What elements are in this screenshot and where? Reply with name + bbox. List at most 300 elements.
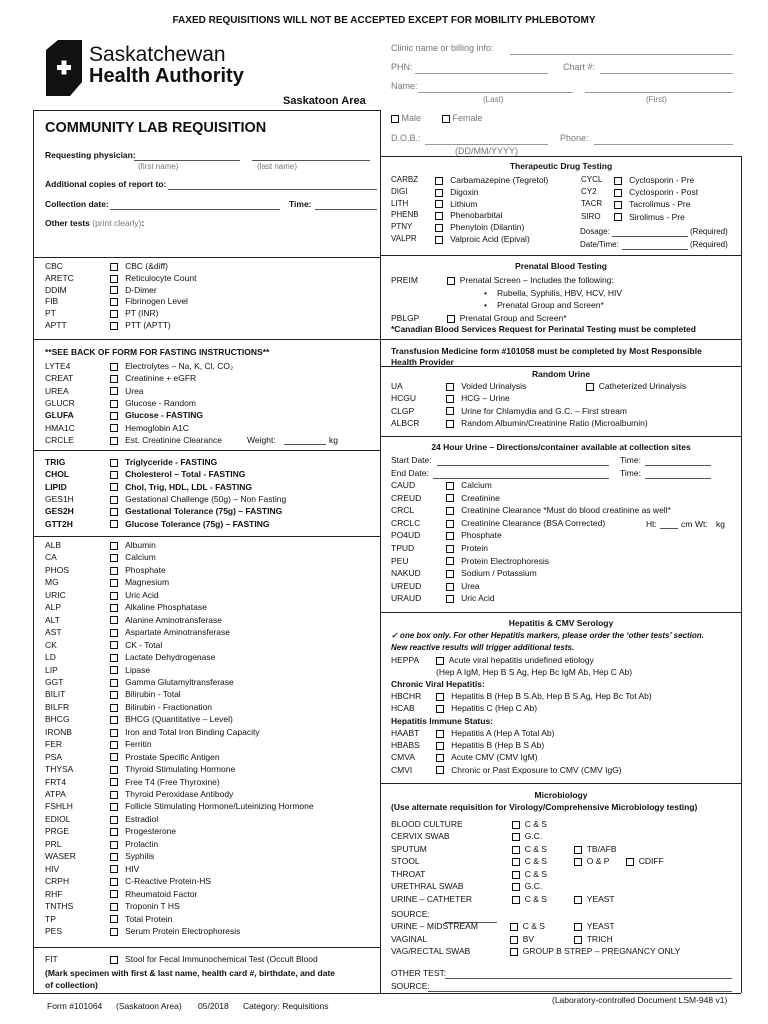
ua-name: Voided Urinalysis [461, 381, 527, 391]
crcl-item[interactable] [446, 506, 671, 515]
micro-throat-cs-checkbox[interactable] [512, 871, 520, 879]
physician-first-field[interactable] [134, 160, 240, 161]
heppa-checkbox[interactable] [436, 657, 444, 665]
rhf-item[interactable] [110, 890, 197, 899]
alb-name: Albumin [125, 540, 156, 550]
trig-checkbox[interactable] [110, 459, 118, 467]
rhf-name: Rheumatoid Factor [125, 888, 198, 899]
micro-urine-mid-cs-option[interactable] [510, 922, 545, 931]
wt-unit: kg [716, 519, 725, 529]
siro-checkbox[interactable] [614, 213, 622, 221]
creud-name: Creatinine [461, 492, 500, 503]
albcr-name: Random Albumin/Creatinine Ratio (Microalbumin) [461, 417, 648, 428]
micro-sputum-tbafb-option[interactable] [574, 845, 617, 854]
sex-male[interactable] [391, 114, 421, 123]
lyte4-code: LYTE4 [45, 361, 71, 371]
po4ud-item[interactable] [446, 531, 502, 540]
tpud-item[interactable] [446, 544, 488, 553]
gtt2h-item[interactable] [110, 520, 269, 529]
crph-checkbox[interactable] [110, 878, 118, 886]
creat-code: CREAT [45, 373, 74, 384]
tnths-checkbox[interactable] [110, 903, 118, 911]
micro-stool-cdiff-option[interactable] [626, 857, 664, 866]
crcle-code: CRCLE [45, 434, 74, 445]
crcle-checkbox[interactable] [110, 437, 118, 445]
hcab-name: Hepatitis C (Hep C Ab) [451, 703, 538, 713]
preim-checkbox[interactable] [447, 277, 455, 285]
last-caption: (Last) [483, 95, 504, 104]
fit-checkbox[interactable] [110, 956, 118, 964]
glucr-item[interactable] [110, 399, 196, 408]
alt-item[interactable] [110, 616, 222, 625]
alp-code: ALP [45, 602, 62, 613]
albcr-item[interactable] [446, 419, 648, 428]
micro-sputum-cs-checkbox[interactable] [512, 846, 520, 854]
ggt-item[interactable] [110, 678, 234, 687]
micro-stool-cdiff-checkbox[interactable] [626, 858, 634, 866]
carbz-item[interactable] [435, 176, 548, 185]
first-name-field[interactable] [585, 92, 733, 93]
hcgu-checkbox[interactable] [446, 395, 454, 403]
micro-urine-mid-yeast-option[interactable] [574, 922, 615, 931]
ptny-checkbox[interactable] [435, 224, 443, 232]
cmva-checkbox[interactable] [436, 754, 444, 762]
ges2h-checkbox[interactable] [110, 508, 118, 516]
cycl-checkbox[interactable] [614, 177, 622, 185]
chol-checkbox[interactable] [110, 471, 118, 479]
prge-item[interactable] [110, 827, 176, 836]
prge-checkbox[interactable] [110, 828, 118, 836]
ld-checkbox[interactable] [110, 654, 118, 662]
creat-item[interactable] [110, 374, 196, 383]
aptt-item[interactable] [110, 321, 171, 330]
fib-item[interactable] [110, 297, 188, 306]
phone-field[interactable] [594, 144, 733, 145]
ua-checkbox[interactable] [446, 383, 454, 391]
digi-item[interactable] [435, 188, 478, 197]
hcab-item[interactable] [436, 704, 537, 713]
cy2-item[interactable] [614, 188, 698, 197]
cmvi-checkbox[interactable] [436, 766, 444, 774]
fib-name: Fibrinogen Level [125, 296, 188, 307]
micro-urethral-swab-gc-checkbox[interactable] [512, 883, 520, 891]
prl-item[interactable] [110, 840, 158, 849]
clgp-checkbox[interactable] [446, 407, 454, 415]
ironb-item[interactable] [110, 728, 260, 737]
pes-item[interactable] [110, 927, 240, 936]
ddim-checkbox[interactable] [110, 286, 118, 294]
cbc-item[interactable] [110, 262, 168, 271]
phenb-checkbox[interactable] [435, 212, 443, 220]
frt4-item[interactable] [110, 778, 220, 787]
footer-area: (Saskatoon Area) [116, 1001, 182, 1011]
cy2-checkbox[interactable] [614, 189, 622, 197]
hcgu-item[interactable] [446, 394, 510, 403]
micro-cs-label: C & S [524, 869, 547, 879]
uric-item[interactable] [110, 591, 159, 600]
crcl-code: CRCL [391, 505, 415, 516]
crcle-name: Est. Creatinine Clearance [125, 434, 222, 445]
micro-vaginal-bv-option[interactable] [510, 935, 534, 944]
micro-urine-mid-yeast-checkbox[interactable] [574, 923, 582, 931]
micro-blood-culture-cs-checkbox[interactable] [512, 821, 520, 829]
heppa-item[interactable] [436, 656, 594, 665]
lith-item[interactable] [435, 200, 478, 209]
valpr-item[interactable] [435, 235, 530, 244]
atpa-checkbox[interactable] [110, 791, 118, 799]
creud-item[interactable] [446, 494, 500, 503]
micro-urethral-swab: URETHRAL SWAB [391, 881, 464, 891]
trig-item[interactable] [110, 458, 217, 467]
cath-item[interactable] [586, 382, 686, 391]
cmvi-item[interactable] [436, 766, 622, 775]
micro-sputum-tbafb-checkbox[interactable] [574, 846, 582, 854]
micro-urine-cath-yeast-checkbox[interactable] [574, 896, 582, 904]
hiv-checkbox[interactable] [110, 865, 118, 873]
gtt2h-checkbox[interactable] [110, 520, 118, 528]
glucr-checkbox[interactable] [110, 400, 118, 408]
alp-item[interactable] [110, 603, 207, 612]
fshlh-item[interactable] [110, 802, 314, 811]
aptt-checkbox[interactable] [110, 322, 118, 330]
thysa-item[interactable] [110, 765, 235, 774]
micro-urine-cath-cs-option[interactable] [512, 895, 547, 904]
ca-checkbox[interactable] [110, 554, 118, 562]
hma1c-item[interactable] [110, 424, 189, 433]
weight-field[interactable] [284, 444, 326, 445]
alb-item[interactable] [110, 541, 156, 550]
micro-stool-cs-option[interactable] [512, 857, 547, 866]
micro-op-label: O & P [586, 856, 610, 866]
haabt-checkbox[interactable] [436, 730, 444, 738]
micro-throat-cs-option[interactable] [512, 870, 547, 879]
hma1c-checkbox[interactable] [110, 424, 118, 432]
dosage-field[interactable] [612, 236, 688, 237]
hbabs-checkbox[interactable] [436, 742, 444, 750]
phos-checkbox[interactable] [110, 567, 118, 575]
bhcg-code: BHCG [45, 714, 70, 725]
ddim-item[interactable] [110, 286, 157, 295]
dosage-required: (Required) [690, 227, 728, 236]
creat-checkbox[interactable] [110, 375, 118, 383]
micro-trich-label: TRICH [586, 934, 613, 944]
copies-field[interactable] [168, 189, 377, 190]
collection-time-field[interactable] [315, 209, 377, 210]
nakud-item[interactable] [446, 569, 537, 578]
bhcg-checkbox[interactable] [110, 716, 118, 724]
last-name-caption: (last name) [257, 162, 298, 171]
frt4-checkbox[interactable] [110, 778, 118, 786]
lipid-code: LIPID [45, 481, 67, 492]
ht-field[interactable] [660, 528, 678, 529]
ges1h-item[interactable] [110, 495, 286, 504]
alb-checkbox[interactable] [110, 542, 118, 550]
glufa-item[interactable] [110, 411, 203, 420]
hcab-checkbox[interactable] [436, 705, 444, 713]
cath-name: Catheterized Urinalysis [598, 381, 687, 391]
start-date-field[interactable] [437, 465, 609, 466]
preim-item[interactable] [447, 276, 614, 285]
lyte4-checkbox[interactable] [110, 363, 118, 371]
valpr-checkbox[interactable] [435, 236, 443, 244]
last-name-field[interactable] [418, 92, 573, 93]
ges2h-item[interactable] [110, 507, 282, 516]
female-label: Female [452, 113, 483, 123]
logo-line1: Saskatchewan [89, 43, 226, 66]
ca-item[interactable] [110, 553, 156, 562]
uraud-checkbox[interactable] [446, 595, 454, 603]
caud-checkbox[interactable] [446, 482, 454, 490]
prenatal-bullet2: • Prenatal Group and Screen* [484, 300, 604, 310]
alb-code: ALB [45, 540, 62, 550]
end-date-field[interactable] [433, 478, 609, 479]
bilfr-checkbox[interactable] [110, 704, 118, 712]
haabt-item[interactable] [436, 729, 554, 738]
pt-item[interactable] [110, 309, 158, 318]
caud-item[interactable] [446, 481, 492, 490]
transfusion-line2: Health Provider [391, 357, 454, 367]
digi-name: Digoxin [450, 186, 479, 197]
aretc-checkbox[interactable] [110, 275, 118, 283]
waser-checkbox[interactable] [110, 853, 118, 861]
fer-name: Ferritin [125, 739, 152, 750]
form-title: COMMUNITY LAB REQUISITION [45, 120, 267, 136]
bilit-item[interactable] [110, 690, 181, 699]
ptny-item[interactable] [435, 223, 524, 232]
peu-code: PEU [391, 555, 409, 566]
micro-cervix-swab-gc-option[interactable] [512, 832, 542, 841]
albcr-checkbox[interactable] [446, 420, 454, 428]
micro-urine-cath-cs-checkbox[interactable] [512, 896, 520, 904]
alt-checkbox[interactable] [110, 616, 118, 624]
ua-item[interactable] [446, 382, 526, 391]
mg-checkbox[interactable] [110, 579, 118, 587]
lip-item[interactable] [110, 666, 150, 675]
atpa-item[interactable] [110, 790, 233, 799]
hbabs-item[interactable] [436, 741, 544, 750]
crcl-name: Creatinine Clearance *Must do blood creatinine as well* [461, 505, 671, 516]
hiv-item[interactable] [110, 865, 139, 874]
mg-item[interactable] [110, 578, 169, 587]
crph-item[interactable] [110, 877, 211, 886]
ges1h-checkbox[interactable] [110, 496, 118, 504]
lith-checkbox[interactable] [435, 200, 443, 208]
micro-cervix-swab-gc-checkbox[interactable] [512, 833, 520, 841]
pes-checkbox[interactable] [110, 928, 118, 936]
carbz-name: Carbamazepine (Tegretol) [450, 175, 549, 185]
peu-item[interactable] [446, 557, 549, 566]
lip-checkbox[interactable] [110, 666, 118, 674]
digi-checkbox[interactable] [435, 189, 443, 197]
tp-checkbox[interactable] [110, 915, 118, 923]
end-time-field[interactable] [645, 478, 711, 479]
micro-stool-op-option[interactable] [574, 857, 609, 866]
micro-stool-cs-checkbox[interactable] [512, 858, 520, 866]
fshlh-checkbox[interactable] [110, 803, 118, 811]
bilit-checkbox[interactable] [110, 691, 118, 699]
start-time-field[interactable] [645, 465, 711, 466]
micro-vaginal-bv-checkbox[interactable] [510, 936, 518, 944]
micro-urine-mid-cs-checkbox[interactable] [510, 923, 518, 931]
source2-field[interactable] [428, 991, 732, 992]
bilfr-item[interactable] [110, 703, 212, 712]
siro-item[interactable] [614, 213, 685, 222]
micro-cervix-swab: CERVIX SWAB [391, 831, 450, 841]
phn-label: PHN: [391, 62, 413, 72]
heppa-code: HEPPA [391, 655, 420, 665]
cmva-item[interactable] [436, 753, 538, 762]
dob-field[interactable] [425, 144, 548, 145]
creud-checkbox[interactable] [446, 494, 454, 502]
cmva-name: Acute CMV (CMV IgM) [451, 752, 538, 763]
uric-name: Uric Acid [125, 589, 159, 600]
tp-item[interactable] [110, 915, 172, 924]
cy2-code: CY2 [581, 187, 597, 197]
other-tests-field[interactable] [34, 232, 379, 256]
physician-last-field[interactable] [252, 160, 370, 161]
bhcg-item[interactable] [110, 715, 233, 724]
lipid-item[interactable] [110, 483, 252, 492]
uric-checkbox[interactable] [110, 592, 118, 600]
datetime-field[interactable] [622, 249, 688, 250]
ediol-code: EDIOL [45, 813, 71, 824]
crcle-item[interactable] [110, 436, 222, 445]
nakud-code: NAKUD [391, 568, 421, 579]
female-checkbox[interactable] [442, 115, 450, 123]
ast-item[interactable] [110, 628, 230, 637]
top-banner: FAXED REQUISITIONS WILL NOT BE ACCEPTED EXCEPT FOR MOBILITY PHLEBOTOMY [172, 15, 596, 26]
fer-checkbox[interactable] [110, 741, 118, 749]
ediol-item[interactable] [110, 815, 158, 824]
ggt-checkbox[interactable] [110, 679, 118, 687]
po4ud-checkbox[interactable] [446, 532, 454, 540]
psa-item[interactable] [110, 753, 220, 762]
ddim-code: DDIM [45, 284, 67, 295]
micro-urethral-swab-gc-option[interactable] [512, 882, 542, 891]
ironb-checkbox[interactable] [110, 729, 118, 737]
micro-cs-label: C & S [524, 844, 547, 854]
crclc-item[interactable] [446, 519, 605, 528]
haabt-code: HAABT [391, 728, 420, 738]
aretc-item[interactable] [110, 274, 196, 283]
crcl-checkbox[interactable] [446, 507, 454, 515]
caud-code: CAUD [391, 480, 416, 490]
male-checkbox[interactable] [391, 115, 399, 123]
nakud-checkbox[interactable] [446, 570, 454, 578]
tacr-item[interactable] [614, 200, 691, 209]
crclc-checkbox[interactable] [446, 520, 454, 528]
micro-sputum-cs-option[interactable] [512, 845, 547, 854]
fit-item[interactable] [110, 955, 318, 964]
ediol-checkbox[interactable] [110, 816, 118, 824]
hbchr-checkbox[interactable] [436, 693, 444, 701]
micro-urine-cath-yeast-option[interactable] [574, 895, 615, 904]
micro-vag-rectal-gbs-option[interactable] [510, 947, 680, 956]
tp-code: TP [45, 913, 56, 924]
micro-stool-op-checkbox[interactable] [574, 858, 582, 866]
hbchr-code: HBCHR [391, 691, 422, 701]
carbz-checkbox[interactable] [435, 177, 443, 185]
pt-checkbox[interactable] [110, 310, 118, 318]
urea-name: Urea [125, 385, 144, 396]
rhf-checkbox[interactable] [110, 890, 118, 898]
ld-item[interactable] [110, 653, 215, 662]
other-test-field[interactable] [445, 978, 732, 979]
ld-code: LD [45, 652, 56, 663]
hepatitis-note2: New reactive results will trigger additional tests. [391, 643, 575, 652]
tpud-checkbox[interactable] [446, 545, 454, 553]
heppa-sub: (Hep A IgM, Hep B S Ag, Hep Bc IgM Ab, Hep C Ab) [436, 667, 633, 677]
collection-date-field[interactable] [110, 209, 280, 210]
lipid-checkbox[interactable] [110, 483, 118, 491]
micro-vaginal-trich-checkbox[interactable] [574, 936, 582, 944]
fer-item[interactable] [110, 740, 152, 749]
pblgp-checkbox[interactable] [447, 315, 455, 323]
phn-field[interactable] [415, 73, 548, 74]
weight-label: Weight: [247, 435, 276, 445]
tdm-title: Therapeutic Drug Testing [509, 161, 613, 171]
ges2h-name: Gestational Tolerance (75g) – FASTING [125, 506, 283, 517]
micro-vaginal-trich-option[interactable] [574, 935, 613, 944]
micro-stool: STOOL [391, 856, 420, 866]
peu-checkbox[interactable] [446, 557, 454, 565]
prl-checkbox[interactable] [110, 841, 118, 849]
fshlh-code: FSHLH [45, 801, 73, 812]
thysa-checkbox[interactable] [110, 766, 118, 774]
cbc-checkbox[interactable] [110, 263, 118, 271]
micro-blood-culture-cs-option[interactable] [512, 820, 547, 829]
glufa-checkbox[interactable] [110, 412, 118, 420]
frt4-name: Free T4 (Free Thyroxine) [125, 776, 220, 787]
urea-item[interactable] [110, 387, 144, 396]
pblgp-item[interactable] [447, 314, 567, 323]
transfusion-line1: Transfusion Medicine form #101058 must be completed by Most Responsible [391, 346, 702, 356]
urea-checkbox[interactable] [110, 387, 118, 395]
clgp-item[interactable] [446, 407, 627, 416]
sex-female[interactable] [442, 114, 483, 123]
phos-item[interactable] [110, 566, 166, 575]
hbchr-item[interactable] [436, 692, 652, 701]
chol-item[interactable] [110, 470, 245, 479]
alp-checkbox[interactable] [110, 604, 118, 612]
micro-yeast-label: YEAST [586, 921, 615, 931]
ck-item[interactable] [110, 641, 162, 650]
ureud-item[interactable] [446, 582, 480, 591]
cath-checkbox[interactable] [586, 383, 594, 391]
lyte4-item[interactable] [110, 362, 233, 371]
psa-checkbox[interactable] [110, 753, 118, 761]
clinic-field[interactable] [510, 54, 733, 55]
phenb-item[interactable] [435, 211, 503, 220]
micro-vag-rectal-gbs-checkbox[interactable] [510, 948, 518, 956]
ureud-checkbox[interactable] [446, 583, 454, 591]
waser-item[interactable] [110, 852, 154, 861]
ast-checkbox[interactable] [110, 629, 118, 637]
creat-name: Creatinine + eGFR [125, 373, 197, 384]
tnths-item[interactable] [110, 902, 180, 911]
cycl-item[interactable] [614, 176, 694, 185]
tacr-checkbox[interactable] [614, 201, 622, 209]
uraud-item[interactable] [446, 594, 495, 603]
preim-name: Prenatal Screen – Includes the following: [459, 275, 614, 285]
ck-checkbox[interactable] [110, 641, 118, 649]
dosage-label: Dosage: [580, 227, 610, 236]
fib-checkbox[interactable] [110, 298, 118, 306]
chart-field[interactable] [600, 73, 733, 74]
ptny-name: Phenytoin (Dilantin) [450, 222, 525, 233]
phos-code: PHOS [45, 564, 70, 575]
valpr-name: Valproic Acid (Epival) [450, 234, 530, 244]
